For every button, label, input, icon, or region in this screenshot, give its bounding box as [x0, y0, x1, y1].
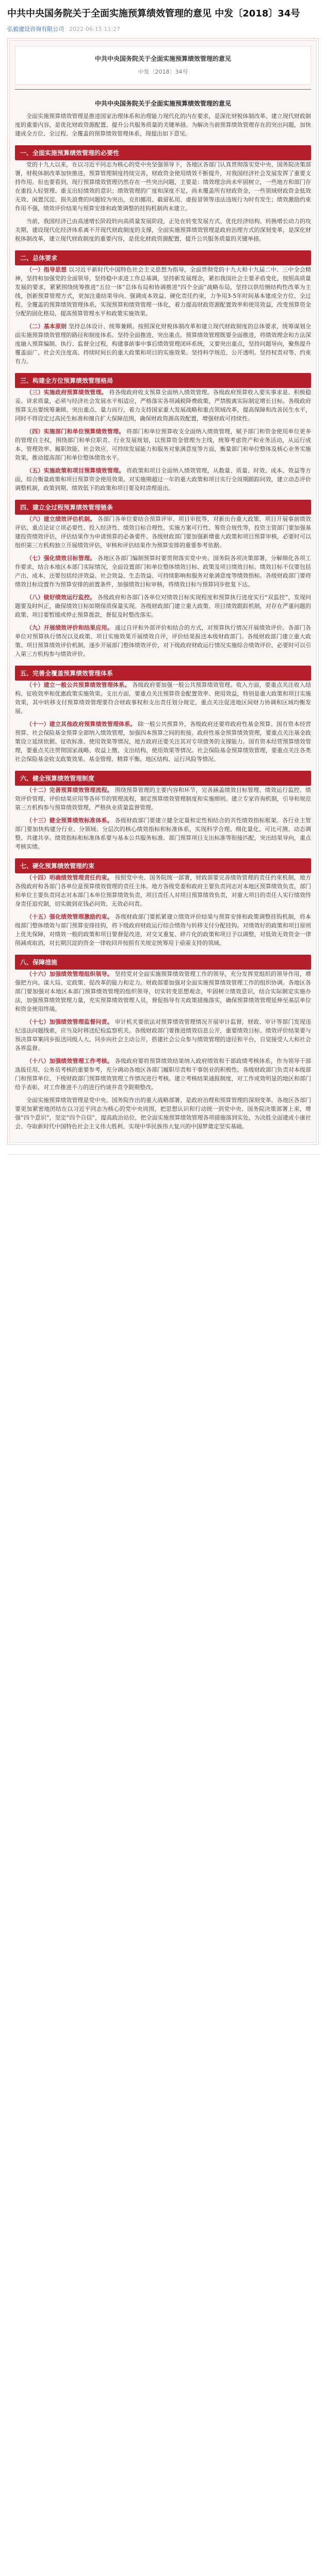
section-6-head: 六、健全预算绩效管理制度 — [15, 771, 311, 786]
section-7-sub-2 — [15, 912, 311, 947]
section-2 — [15, 250, 311, 366]
section-3-sub-2-text: 将部门和单位预算收支全面纳入绩效管理，赋予部门和资金使用单位更多的管理自主权，围绕部门和单位职责、行业发展规划，以预算资金管理为主线，统筹考虑资产和业务活动，从运行成本、管理效率、履职效能、社会效应、可持续发展能力和服务对象满意度等方面，衡量部门和单位整体及核心业务实施效果，推动提高部门和单位整体绩效水平。 — [15, 428, 312, 461]
intro-paragraph: 全面实施预算绩效管理是推进国家治理体系和治理能力现代化的内在要求，是深化财税体制改革、建立现代财政制度的重要内容，是优化财政资源配置、提升公共服务质量的关键举措。为解决当前预算绩效管理存在的突出问题，加快建成全方位、全过程、全覆盖的预算绩效管理体系，现提出如下意见。 — [15, 113, 311, 137]
section-8-sub-1-text: 坚持党对全面实施预算绩效管理工作的领导，充分发挥党组织的领导作用，增强把方向、谋大局、定政策、促改革的能力和定力。财政部要加强对全面实施预算绩效管理工作的组织协调。各地区各部门要加强对本地区本部门预算绩效管理的组织领导，切实转变思想观念，牢固树立绩效意识，结合实际制定实施办法，加强预算绩效管理力量，充实预算绩效管理人员，督促指导有关政策措施落实，确保预算绩效管理延伸至基层单位和资金使用终端。 — [15, 971, 312, 1012]
section-3-sub-1 — [15, 388, 311, 423]
closing-paragraph: 全面实施预算绩效管理是党中央、国务院作出的重大战略部署，是政府治理和预算管理的深刻变革。各地区各部门要更加紧密地团结在以习近平同志为核心的党中央周围，把思想认识和行动统一到党中央、国务院决策部署上来，增强“四个意识”，坚定“四个自信”，提高政治站位，把全面实施预算绩效管理各项措施落到实处，为决胜全面建成小康社会、夺取新时代中国特色社会主义伟大胜利、实现中华民族伟大复兴的中国梦奠定坚实基础。 — [15, 1097, 311, 1130]
bottom-spacer — [15, 1135, 311, 1142]
section-4-sub-3-label: （八）做好绩效运行监控。 — [26, 594, 96, 601]
section-3-head: 三、构建全方位预算绩效管理格局 — [15, 373, 311, 388]
section-8-head: 八、保障措施 — [15, 955, 311, 970]
section-4-head: 四、建立全过程预算绩效管理链条 — [15, 500, 311, 515]
section-4-sub-2 — [15, 554, 311, 589]
section-3-sub-2-label: （四）实施部门和单位预算绩效管理。 — [26, 428, 125, 435]
section-6-sub-1-label: （十二）完善预算绩效管理流程。 — [26, 787, 113, 793]
section-2-head: 二、总体要求 — [15, 250, 311, 265]
section-2-sub-2-label: （二）基本原则 — [26, 323, 67, 330]
article-meta — [7, 25, 319, 33]
section-8 — [15, 955, 311, 1131]
section-3-sub-1-text: 将各级政府收支预算全面纳入绩效管理。各级政府预算收入要实事求是、积极稳妥、讲求质量，必须与经济社会发展水平相适应，严格落实各项减税降费政策，严禁脱离实际制定增长目标。各级政府预算支出要统筹兼顾、突出重点、量力而行，着力支持国家重大发展战略和重点领域改革，提高保障和改善民生水平，同时不得设定过高民生标准和擅自扩大保障范围，确保财政资源高效配置，增强财政可持续性。 — [15, 389, 312, 422]
section-5-sub-2-label: （十一）建立其他政府预算绩效管理体系。 — [26, 721, 136, 727]
content-title: 中共中央国务院关于全面实施预算绩效管理的意见 — [94, 100, 231, 107]
section-5-sub-1-text: 各级政府要加强一般公共预算绩效管理。收入方面，要重点关注收入结构、征收效率和优惠政策实施效果。支出方面，要重点关注预算资金配置效率、使用效益，特别是重大政策和项目实施效果，其中转移支付预算绩效管理要符合财政事权和支出责任划分规定，重点关注促进地区间财力协调和区域均衡发展。 — [15, 682, 312, 715]
section-4-sub-2-text: 各地区各部门编制预算时要贯彻落实党中央、国务院各项决策部署，分解细化各项工作要求，结合本地区本部门实际情况，全面设置部门和单位整体绩效目标、政策及项目绩效目标。绩效目标不仅要包括产出、成本，还要包括经济效益、社会效益、生态效益、可持续影响和服务对象满意度等绩效指标。各级财政部门要将绩效目标设置作为预算安排的前置条件，加强绩效目标审核，将绩效目标与预算同步批复下达。 — [15, 555, 312, 588]
section-1-head: 一、全面实施预算绩效管理的必要性 — [15, 145, 311, 160]
document-content — [10, 90, 316, 1142]
section-4-sub-1 — [15, 515, 311, 550]
section-3-sub-3-label: （五）实施政策和项目预算绩效管理。 — [26, 467, 125, 474]
section-6-sub-2 — [15, 816, 311, 851]
section-5-sub-2 — [15, 720, 311, 764]
notice-number: 中发〔2018〕34号 — [138, 69, 188, 75]
section-7-sub-1-text: 按照党中央、国务院统一部署，财政部要完善绩效管理的责任约束机制，地方各级政府和各部门各单位是预算绩效管理的责任主体。地方各级党委和政府主要负责同志对本地区预算绩效负责，部门和单位主要负责同志对本部门本单位预算绩效负责，项目责任人对项目预算绩效负责，对重大项目的责任人实行绩效终身责任追究制，切实做到花钱必问效、无效必问责。 — [15, 874, 312, 907]
notice-heading: 中共中央国务院关于全面实施预算绩效管理的意见 — [94, 55, 231, 62]
section-8-sub-2 — [15, 1018, 311, 1053]
section-4-sub-1-label: （六）建立绩效评估机制。 — [26, 516, 96, 522]
publish-date: 2022-06-15 11:27 — [69, 26, 121, 32]
section-5-sub-1 — [15, 681, 311, 716]
section-4-sub-2-label: （七）强化绩效目标管理。 — [26, 555, 96, 562]
section-7-sub-2-text: 各级财政部门要抓紧建立绩效评价结果与预算安排和政策调整挂钩机制，将本级部门整体绩效与部门预算安排挂钩，将下级政府财政运行综合绩效与转移支付分配挂钩。对绩效好的政策和项目原则上优先保障，对绩效一般的政策和项目要督促改进，对交叉重复、碎片化的政策和项目予以调整，对低效无效资金一律削减或取消，对长期沉淀的资金一律收回并按照有关规定统筹用于亟需支持的领域。 — [15, 913, 312, 946]
section-8-sub-1-label: （十六）加强绩效管理组织领导。 — [26, 971, 113, 977]
section-8-sub-3-label: （十八）加强绩效管理工作考核。 — [26, 1058, 113, 1064]
section-8-sub-3-text: 各级政府要将预算绩效结果纳入政府绩效和干部政绩考核体系，作为领导干部选拔任用、公务员考核的重要参考，充分调动各地区各部门履职尽责和干事创业的积极性。各级财政部门负责对本级部门和预算单位、下级财政部门预算绩效管理工作情况进行考核。建立考核结果通报制度，对工作成效明显的地区和部门给予表彰，对工作推进不力的进行约谈并责令限期整改。 — [15, 1058, 312, 1091]
section-1-para-2: 当前，我国经济已由高速增长阶段转向高质量发展阶段，正处在转变发展方式、优化经济结构、转换增长动力的攻关期，建设现代化经济体系离不开现代财政制度的支撑，全面实施预算绩效管理是政府治理方式的深刻变革，是深化财税体制改革、建立现代财政制度的重要内容，是优化财政资源配置、提升公共服务质量的关键举措。 — [15, 218, 311, 242]
section-3-sub-1-label: （三）实施政府预算绩效管理。 — [26, 389, 107, 396]
section-7-sub-2-label: （十五）强化绩效管理激励约束。 — [26, 913, 113, 920]
section-1 — [15, 145, 311, 243]
article-title: 中共中央国务院关于全面实施预算绩效管理的意见 中发〔2018〕34号 — [7, 8, 300, 19]
section-3-sub-2 — [15, 427, 311, 462]
section-2-sub-1 — [15, 265, 311, 318]
section-5-sub-1-label: （十）建立一般公共预算绩效管理体系。 — [26, 682, 131, 688]
section-3-sub-3 — [15, 466, 311, 493]
section-2-sub-2 — [15, 322, 311, 366]
section-1-para-1: 党的十九大以来，在以习近平同志为核心的党中央坚强领导下，各地区各部门认真贯彻落实党中央、国务院决策部署，财税体制改革加快推进，预算管理制度持续完善，财政资金使用绩效不断提升，对我国经济社会发展发挥了重要支持作用。但也要看到，现行预算绩效管理仍然存在一些突出问题，主要是：绩效理念尚未牢固树立，一些地方和部门存在重投入轻管理、重支出轻绩效的意识；绩效管理的广度和深度不足，尚未覆盖所有财政资金，一些领域财政资金低效无效、闲置沉淀、损失浪费的问题较为突出，克扣挪用、截留私用、虚报冒领等违法违规行为时有发生；绩效激励约束作用不强，绩效评价结果与预算安排和政策调整的挂钩机制尚未建立。 — [15, 161, 311, 212]
section-8-sub-3 — [15, 1057, 311, 1092]
section-6-sub-2-label: （十三）健全预算绩效标准体系。 — [26, 817, 113, 824]
section-6-sub-2-text: 各级财政部门要建立健全定量和定性相结合的共性绩效指标框架。各行业主管部门要加快构建分行业、分领域、分层次的核心绩效指标和标准体系，实现科学合理、细化量化、可比可测、动态调整、共建共享。绩效指标和标准体系要与基本公共服务标准、部门预算项目支出标准等衔接匹配，突出结果导向，重点考核实绩。 — [15, 817, 312, 850]
section-2-sub-1-label: （一）指导思想 — [26, 266, 67, 273]
section-4 — [15, 500, 311, 658]
source-link[interactable]: 弘毅建设咨询有限公司 — [7, 26, 64, 32]
section-6-sub-1-text: 围绕预算管理的主要内容和环节，完善涵盖绩效目标管理、绩效运行监控、绩效评价管理、评价结果应用等各环节的管理流程，制定预算绩效管理制度和实施细则。建立专家咨询机制，引导和规范第三方机构参与预算绩效管理，严格执业质量监督管理。 — [15, 787, 312, 811]
section-3 — [15, 373, 311, 493]
section-4-sub-4 — [15, 623, 311, 658]
section-7-sub-1 — [15, 873, 311, 908]
section-5-sub-2-text: 除一般公共预算外，各级政府还要将政府性基金预算、国有资本经营预算、社会保险基金预算全部纳入绩效管理，加强四本预算之间的衔接。政府性基金预算绩效管理，要重点关注基金政策设立延续依据、征收标准、使用效果等情况，地方政府还要关注其对专项债务的支撑能力。国有资本经营预算绩效管理，要重点关注贯彻国家战略、收益上缴、支出结构、使用效果等情况。社会保险基金预算绩效管理，要重点关注各类社会保险基金收支政策效果、基金管理、精算平衡、地区结构、运行风险等情况。 — [15, 721, 312, 762]
notice-box — [15, 46, 311, 85]
section-5-head: 五、完善全覆盖预算绩效管理体系 — [15, 666, 311, 681]
section-7-head: 七、硬化预算绩效管理约束 — [15, 858, 311, 873]
section-2-sub-2-text: 坚持总体设计、统筹兼顾。按照深化财税体制改革和建立现代财政制度的总体要求，统筹谋划全面实施预算绩效管理的路径和制度体系。坚持全面推进、突出重点。预算绩效管理既要全面推进，将绩效理念和方法深度融入预算编制、执行、监督全过程，构建事前事中事后绩效管理闭环系统，又要突出重点，坚持问题导向，聚焦提升覆盖面广、社会关注度高、持续时间长的重大政策和项目的实施效果。坚持科学规范、公开透明。坚持权责对等、约束有力。 — [15, 323, 312, 365]
document-card-inner — [9, 40, 317, 1143]
section-4-sub-1-text: 各部门各单位要结合预算评审、项目审批等，对新出台重大政策、项目开展事前绩效评估，重点论证立项必要性、投入经济性、绩效目标合理性、实施方案可行性、筹资合规性等，投资主管部门要加强基建投资绩效评估，评估结果作为申请预算的必备要件。各级财政部门要加强新增重大政策和项目预算审核，必要时可以组织第三方机构独立开展绩效评估，审核和评估结果作为预算安排的重要参考依据。 — [15, 516, 312, 549]
section-2-sub-1-text: 以习近平新时代中国特色社会主义思想为指导，全面贯彻党的十九大和十九届二中、三中全会精神，坚持和加强党的全面领导，坚持稳中求进工作总基调，坚持新发展理念，紧扣我国社会主要矛盾变化，按照高质量发展的要求，紧紧围绕统筹推进“五位一体”总体布局和协调推进“四个全面”战略布局，坚持以供给侧结构性改革为主线，创新预算管理方式，更加注重结果导向、强调成本效益、硬化责任约束，力争用3-5年时间基本建成全方位、全过程、全覆盖的预算绩效管理体系，实现预算和绩效管理一体化，着力提高财政资源配置效率和使用效益，改变预算资金分配的固化格局，提高预算管理水平和政策实施效果。 — [15, 266, 312, 317]
section-8-sub-2-text: 审计机关要依法对预算绩效管理情况开展审计监督，财政、审计等部门发现违纪违法问题线索，应当及时移送纪检监察机关。各级财政部门要推进绩效信息公开，重要绩效目标、绩效评价结果要与预决算草案同步报送同级人大、同步向社会主动公开，搭建社会公众参与绩效管理的途径和平台，自觉接受人大和社会各界监督。 — [15, 1019, 312, 1052]
page-end-divider — [7, 1154, 319, 1155]
section-6 — [15, 771, 311, 851]
section-4-sub-4-label: （九）开展绩效评价和结果应用。 — [26, 624, 113, 631]
section-8-sub-1 — [15, 970, 311, 1013]
section-5 — [15, 666, 311, 764]
section-8-sub-2-label: （十七）加强绩效管理监督问责。 — [26, 1019, 113, 1025]
section-4-sub-4-text: 通过自评和外部评价相结合的方式，对预算执行情况开展绩效评价。各部门各单位对预算执行情况以及政策、项目实施效果开展绩效自评，评价结果报送本级财政部门。各级财政部门建立重大政策、项目预算绩效评价机制，逐步开展部门整体绩效评价，对下级政府财政运行情况实施综合绩效评价，必要时可以引入第三方机构参与绩效评价。 — [15, 624, 312, 657]
section-6-sub-1 — [15, 786, 311, 812]
section-4-sub-3-text: 各级政府和各部门各单位对绩效目标实现程度和预算执行进度实行“双监控”，发现问题要及时纠正，确保绩效目标如期保质保量实现。各级财政部门建立重大政策、项目绩效跟踪机制，对存在严重问题的政策、项目要暂缓或停止预算拨款，督促及时整改落实。 — [15, 594, 311, 618]
document-card — [7, 38, 319, 1145]
section-4-sub-3 — [15, 593, 311, 619]
section-7 — [15, 858, 311, 947]
section-3-sub-3-text: 将政策和项目全面纳入绩效管理，从数量、质量、时效、成本、效益等方面，综合衡量政策和项目预算资金使用效果。对实施期超过一年的重大政策和项目实行全周期跟踪问效，建立动态评价调整机制，政策到期、绩效低下的政策和项目要及时清理退出。 — [15, 467, 312, 492]
section-7-sub-1-label: （十四）明确绩效管理责任约束。 — [26, 874, 113, 881]
